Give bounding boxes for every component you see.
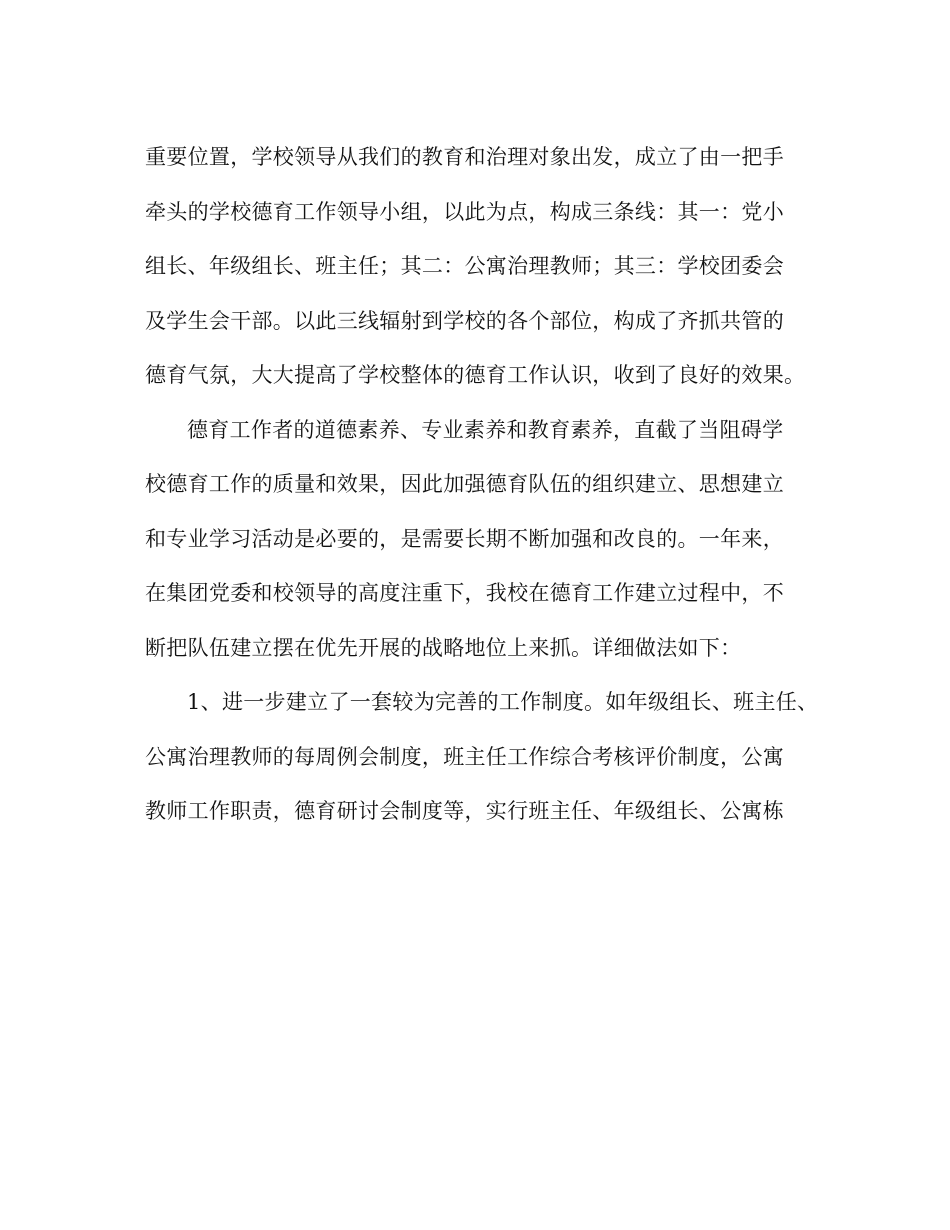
paragraph-start-line: 德育工作者的道德素养、专业素养和教育素养，直截了当阻碍学 [187, 417, 784, 442]
text-line: 公寓治理教师的每周例会制度，班主任工作综合考核评价制度，公寓 [145, 744, 784, 769]
body-text [145, 137, 825, 846]
text-line: 及学生会干部。以此三线辐射到学校的各个部位，构成了齐抓共管的 [145, 308, 784, 333]
paragraph-start-line: 1、进一步建立了一套较为完善的工作制度。如年级组长、班主任、 [187, 690, 819, 714]
text-line: 德育气氛，大大提高了学校整体的德育工作认识，收到了良好的效果。 [145, 363, 806, 387]
text-line: 断把队伍建立摆在优先开展的战略地位上来抓。详细做法如下： [145, 635, 742, 660]
text-line: 组长、年级组长、班主任；其二：公寓治理教师；其三：学校团委会 [145, 254, 784, 278]
text-line: 重要位置，学校领导从我们的教育和治理对象出发，成立了由一把手 [145, 145, 784, 169]
text-line: 在集团党委和校领导的高度注重下，我校在德育工作建立过程中，不 [145, 581, 784, 605]
text-line: 和专业学习活动是必要的，是需要长期不断加强和改良的。一年来， [145, 526, 784, 551]
text-line: 校德育工作的质量和效果，因此加强德育队伍的组织建立、思想建立 [145, 472, 784, 496]
text-line: 牵头的学校德育工作领导小组，以此为点，构成三条线：其一：党小 [145, 199, 784, 224]
text-line: 教师工作职责，德育研讨会制度等，实行班主任、年级组长、公寓栋 [145, 799, 784, 823]
